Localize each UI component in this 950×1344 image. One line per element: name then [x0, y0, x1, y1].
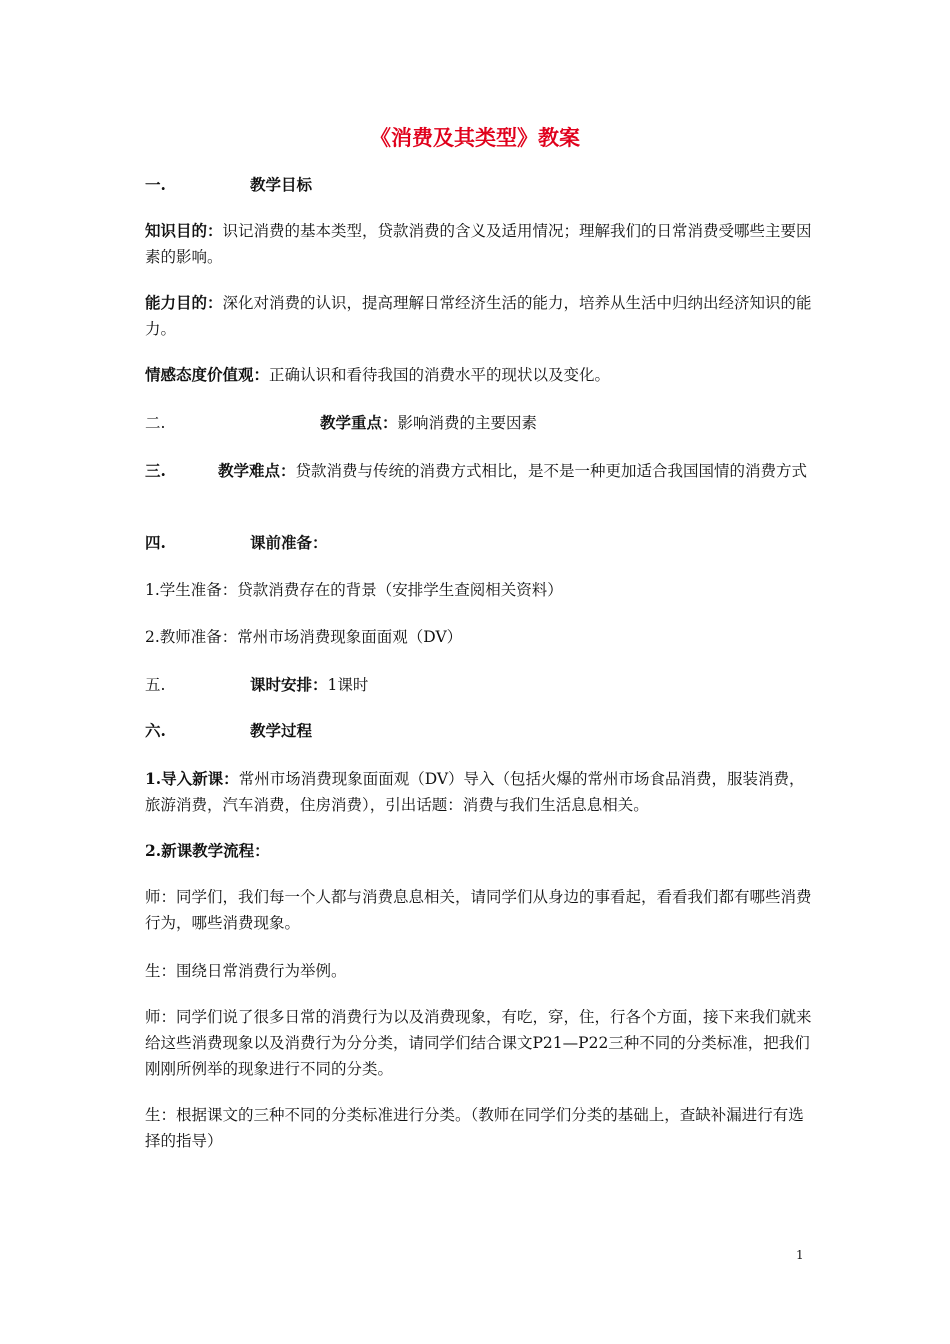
page-number: 1 [796, 1248, 804, 1262]
document-title: 《消费及其类型》教案 [370, 125, 580, 150]
section-4-heading: 四. 课前准备： [145, 533, 328, 552]
dialogue-paragraph: 生：围绕日常消费行为举例。 [145, 962, 347, 980]
prep-student: 1.学生准备：贷款消费存在的背景（安排学生查阅相关资料） [145, 581, 563, 599]
section-1-heading: 一. 教学目标 [145, 175, 313, 194]
section-2: 二. 教学重点：影响消费的主要因素 [145, 413, 538, 432]
section-5: 五. 课时安排：1课时 [145, 675, 369, 694]
knowledge-goal: 知识目的：识记消费的基本类型，贷款消费的含义及适用情况；理解我们的日常消费受哪些主要因素的影响。 [145, 221, 812, 266]
prep-teacher: 2.教师准备：常州市场消费现象面面观（DV） [145, 628, 463, 646]
flow-heading: 2.新课教学流程： [145, 841, 270, 860]
section-6-heading: 六. 教学过程 [145, 721, 313, 740]
intro-paragraph: 1.导入新课：常州市场消费现象面面观（DV）导入（包括火爆的常州市场食品消费，服装消费，旅游消费，汽车消费，住房消费），引出话题：消费与我们生活息息相关。 [145, 769, 805, 814]
ability-goal: 能力目的：深化对消费的认识，提高理解日常经济生活的能力，培养从生活中归纳出经济知识的能力。 [145, 293, 812, 338]
dialogue-paragraph: 师：同学们，我们每一个人都与消费息息相关，请同学们从身边的事看起，看看我们都有哪些消费行为，哪些消费现象。 [145, 888, 812, 932]
section-3: 三. 教学难点：贷款消费与传统的消费方式相比，是不是一种更加适合我国国情的消费方式 [145, 461, 808, 480]
dialogue-paragraph: 师：同学们说了很多日常的消费行为以及消费现象，有吃，穿，住，行各个方面，接下来我们就来给这些消费现象以及消费行为分分类，请同学们结合课文P21—P22三种不同的分类标准，把我们刚刚所例举的现象进行不同的分类。 [145, 1008, 812, 1078]
emotion-goal: 情感态度价值观：正确认识和看待我国的消费水平的现状以及变化。 [145, 365, 611, 384]
dialogue-paragraph: 生：根据课文的三种不同的分类标准进行分类。（教师在同学们分类的基础上，查缺补漏进行有选择的指导） [145, 1106, 804, 1150]
